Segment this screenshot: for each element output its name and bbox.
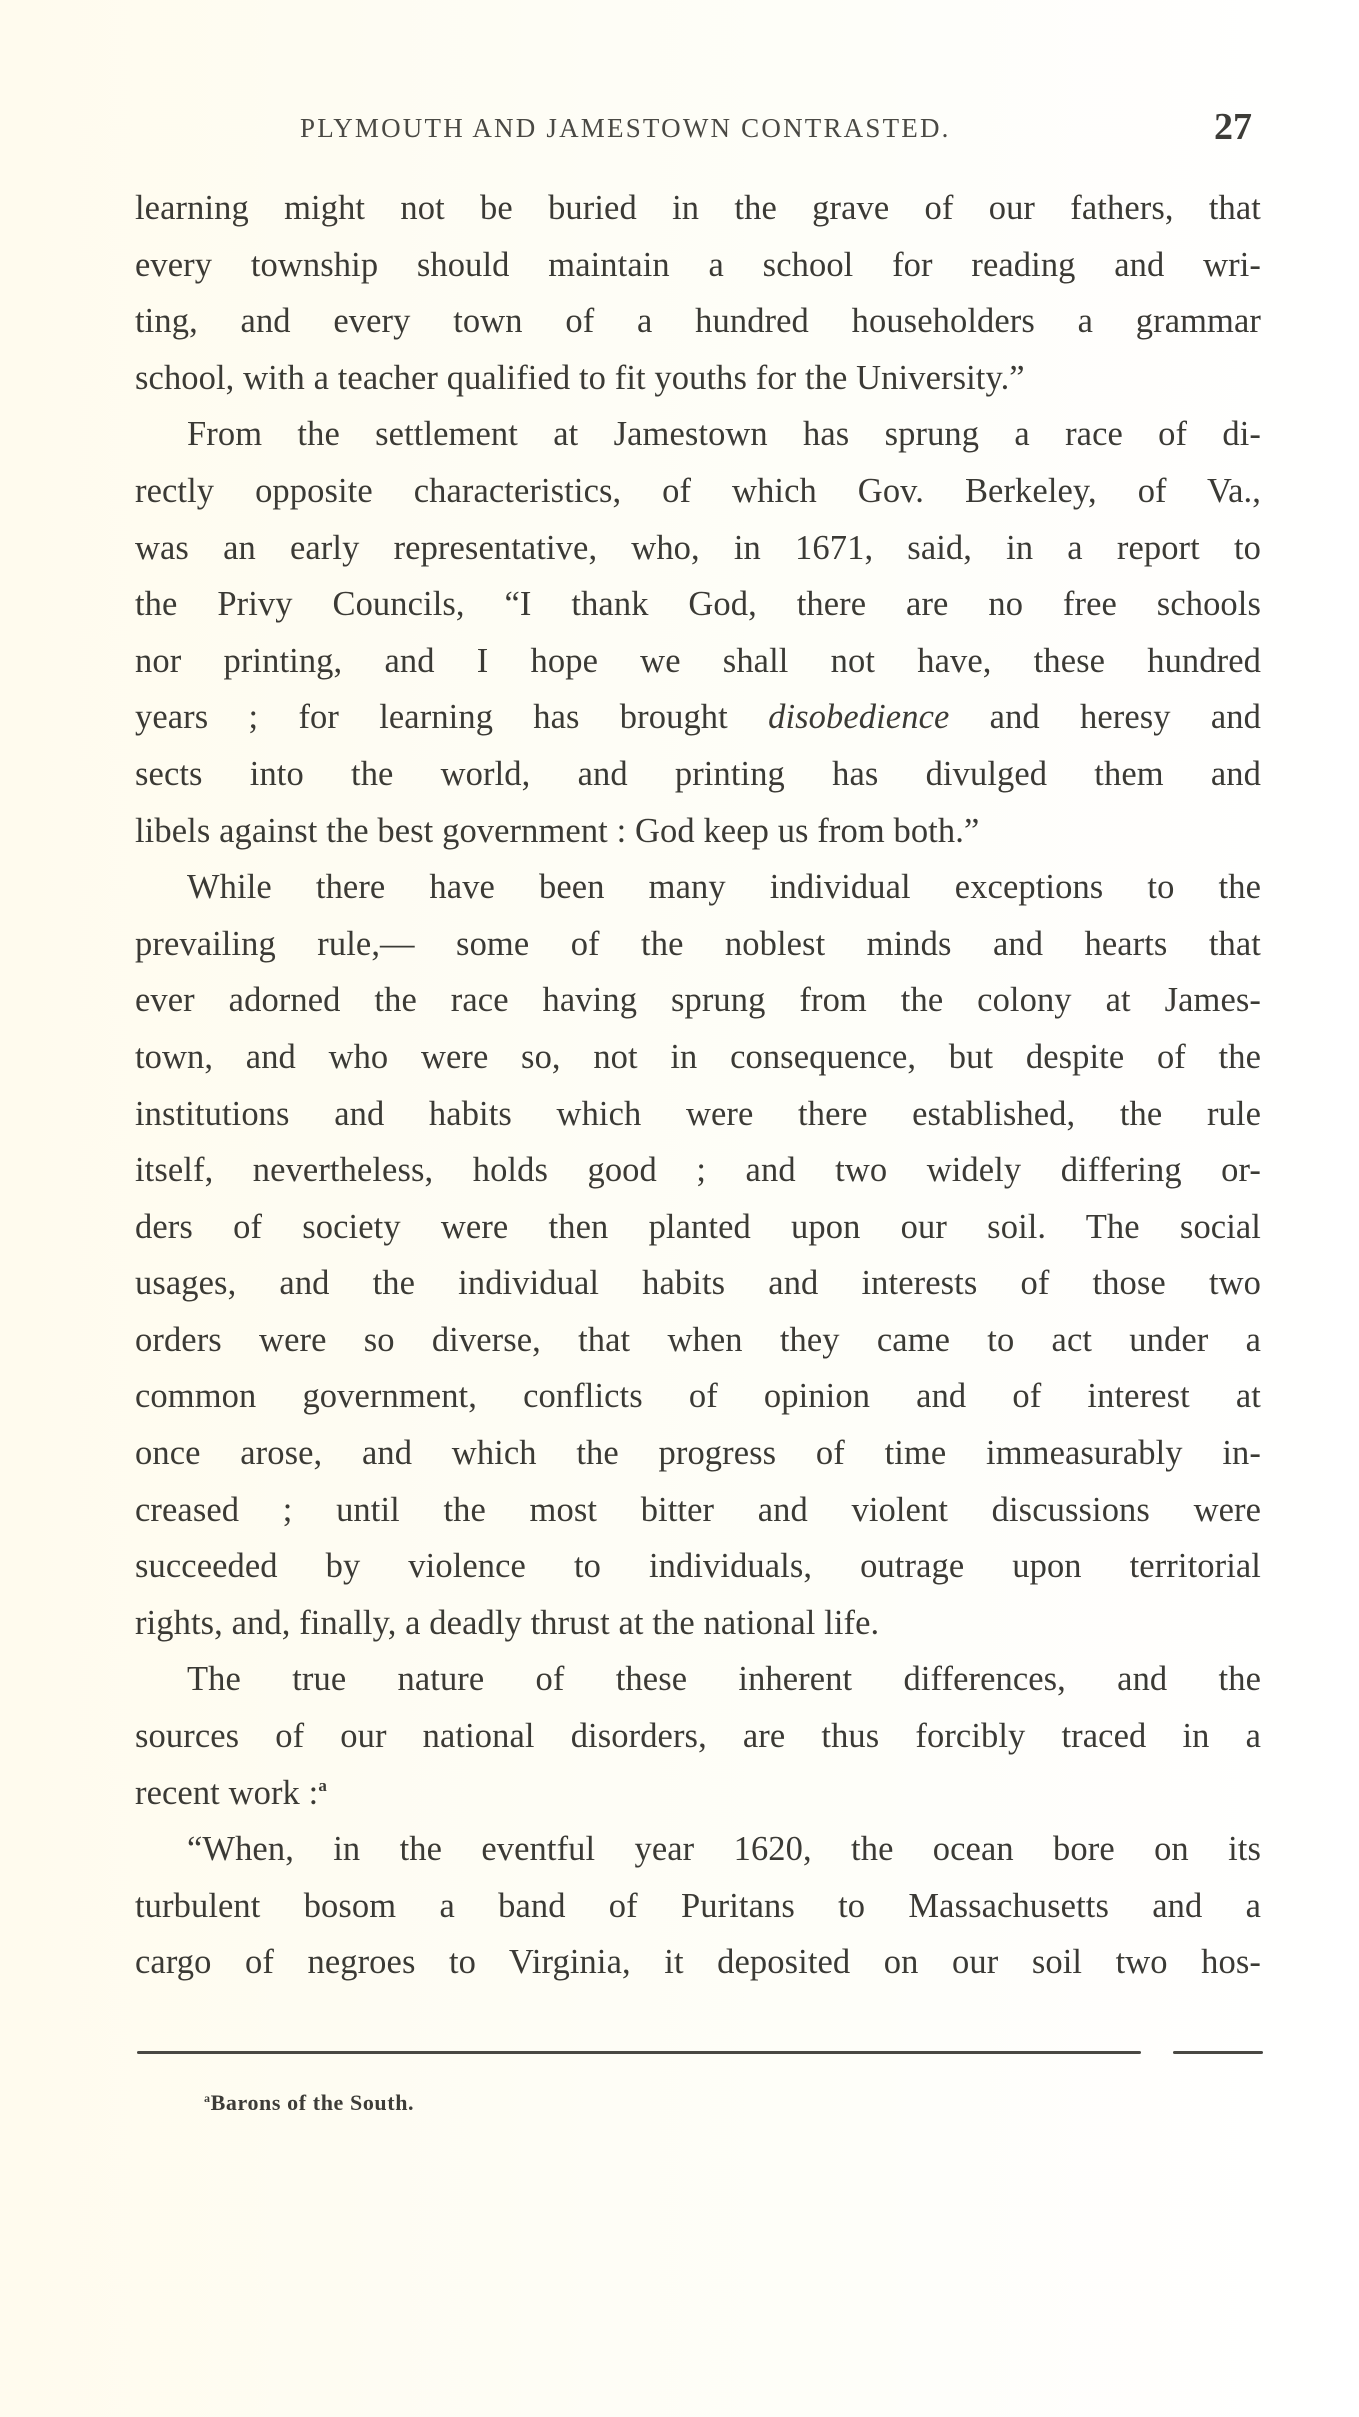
paragraph-start-line: “When, in the eventful year 1620, the ocean bore on its <box>187 1830 1261 1869</box>
text-line: turbulent bosom a band of Puritans to Massachusetts and a <box>135 1886 1261 1925</box>
text-line: sources of our national disorders, are thus forcibly traced in a <box>135 1717 1261 1756</box>
text-line: ting, and every town of a hundred householders a grammar <box>135 302 1261 341</box>
footnote-text: Barons of the South. <box>210 2090 415 2115</box>
footnote-rule-segment <box>1173 2051 1263 2054</box>
text-segment: recent work : <box>135 1773 319 1812</box>
body-text <box>135 180 1261 1991</box>
text-line: ever adorned the race having sprung from the colony at James- <box>135 981 1261 1020</box>
text-line: common government, conflicts of opinion and of interest at <box>135 1377 1261 1416</box>
text-line: learning might not be buried in the grave of our fathers, that <box>135 189 1261 227</box>
footnote-rule <box>137 2051 1141 2054</box>
paragraph-start-line: While there have been many individual exceptions to the <box>187 868 1261 907</box>
text-line: rights, and, finally, a deadly thrust at the national life. <box>135 1603 880 1642</box>
text-line: succeeded by violence to individuals, outrage upon territorial <box>135 1547 1261 1586</box>
footnote <box>204 2088 414 2118</box>
text-line: itself, nevertheless, holds good ; and two widely differing or- <box>135 1151 1261 1190</box>
text-line: cargo of negroes to Virginia, it deposited on our soil two hos- <box>135 1943 1261 1982</box>
text-line: usages, and the individual habits and interests of those two <box>135 1264 1261 1303</box>
footnote-reference[interactable]: a <box>318 1775 327 1795</box>
text-line: institutions and habits which were there established, the rule <box>135 1094 1261 1133</box>
text-line: creased ; until the most bitter and violent discussions were <box>135 1490 1261 1529</box>
paragraph-start-line: The true nature of these inherent differences, and the <box>187 1660 1261 1699</box>
text-line: nor printing, and I hope we shall not have, these hundred <box>135 641 1261 680</box>
paragraph-start-line: From the settlement at Jamestown has sprung a race of di- <box>187 415 1261 454</box>
text-line: libels against the best government : God keep us from both.” <box>135 811 980 850</box>
footnote-marker: a <box>204 2091 211 2105</box>
italic-word: disobedience <box>768 698 950 737</box>
text-line: every township should maintain a school for reading and wri- <box>135 245 1261 284</box>
text-line: ders of society were then planted upon our soil. The social <box>135 1207 1261 1246</box>
text-line-with-footnote-ref <box>135 1765 1261 1822</box>
text-line: orders were so diverse, that when they came to act under a <box>135 1320 1261 1359</box>
text-line: was an early representative, who, in 1671, said, in a report to <box>135 528 1261 567</box>
text-segment: years ; for learning has brought <box>135 698 728 737</box>
running-head: PLYMOUTH AND JAMESTOWN CONTRASTED. <box>300 113 951 143</box>
text-line: once arose, and which the progress of time immeasurably in- <box>135 1434 1261 1473</box>
text-line: school, with a teacher qualified to fit youths for the University.” <box>135 358 1025 397</box>
text-line: prevailing rule,— some of the noblest minds and hearts that <box>135 924 1261 963</box>
text-line: rectly opposite characteristics, of which Gov. Berkeley, of Va., <box>135 471 1261 510</box>
text-line-with-italic <box>135 689 1261 746</box>
text-line: town, and who were so, not in consequence, but despite of the <box>135 1037 1261 1076</box>
text-line: sects into the world, and printing has divulged them and <box>135 754 1261 793</box>
page-number: 27 <box>1214 106 1252 148</box>
text-segment: and heresy and <box>989 698 1261 737</box>
text-line: the Privy Councils, “I thank God, there are no free schools <box>135 585 1261 624</box>
